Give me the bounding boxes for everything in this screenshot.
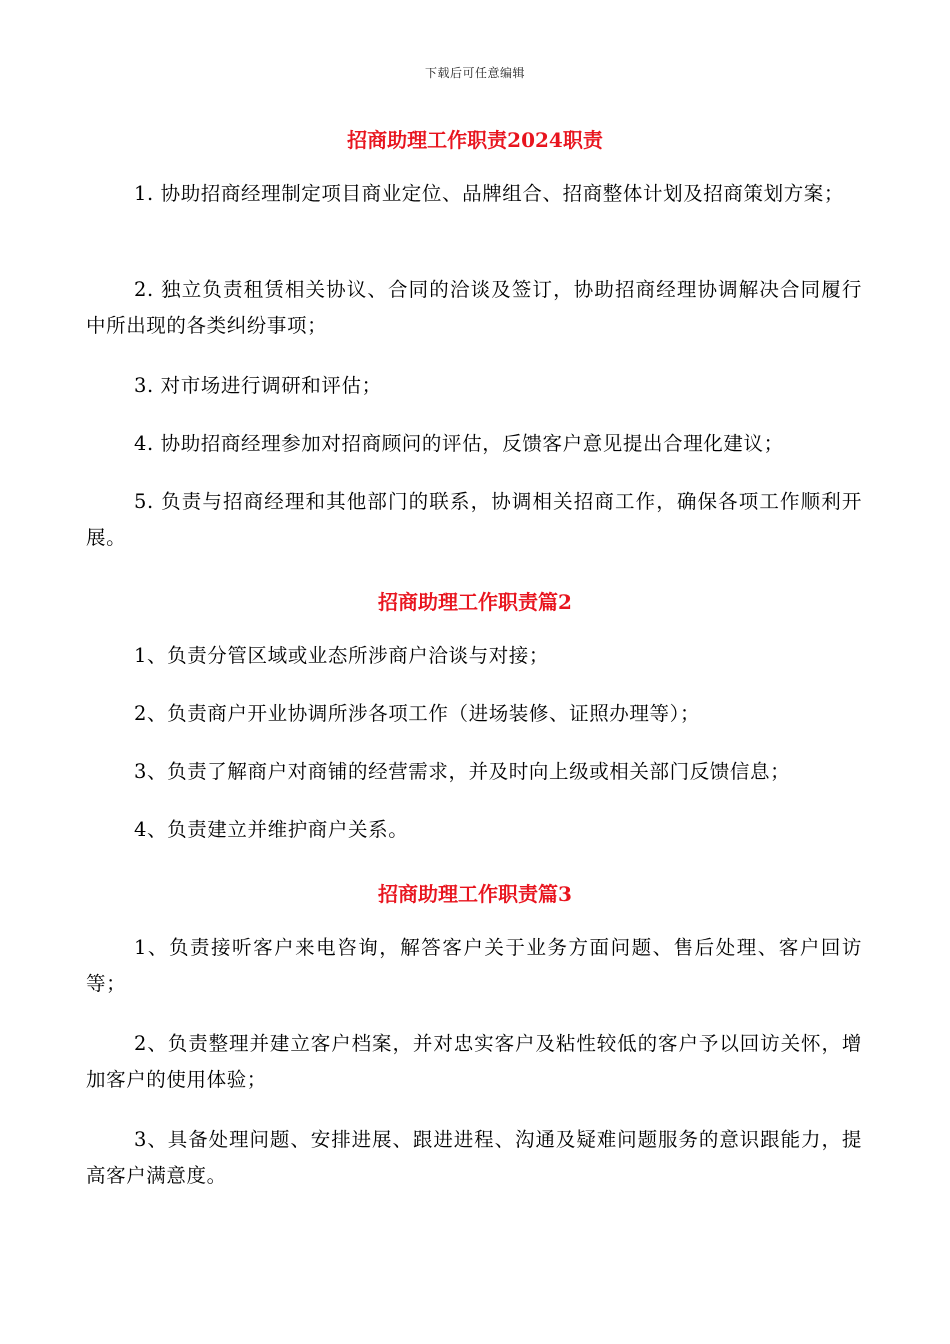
section-1-item-4: 4. 协助招商经理参加对招商顾问的评估，反馈客户意见提出合理化建议； [134,432,784,455]
section-1-item-1: 1. 协助招商经理制定项目商业定位、品牌组合、招商整体计划及招商策划方案； [134,182,845,205]
section-3-title: 招商助理工作职责篇3 [378,882,572,906]
section-3-item-1: 1、负责接听客户来电咨询，解答客户关于业务方面问题、售后处理、客户回访等； [86,936,862,995]
section-2-item-1: 1、负责分管区域或业态所涉商户洽谈与对接； [134,644,550,667]
section-1-item-2: 2. 独立负责租赁相关协议、合同的洽谈及签订，协助招商经理协调解决合同履行中所出现的各类纠纷事项； [86,278,862,337]
section-1-item-5: 5. 负责与招商经理和其他部门的联系，协调相关招商工作，确保各项工作顺利开展。 [86,490,862,549]
header-note: 下载后可任意编辑 [424,66,525,80]
section-3-item-3: 3、具备处理问题、安排进展、跟进进程、沟通及疑难问题服务的意识跟能力，提高客户满意度。 [86,1128,862,1187]
section-2-title: 招商助理工作职责篇2 [378,590,572,614]
section-2-item-2: 2、负责商户开业协调所涉各项工作（进场装修、证照办理等）； [134,702,701,725]
section-2-item-4: 4、负责建立并维护商户关系。 [134,818,409,841]
section-1-title: 招商助理工作职责2024职责 [347,128,603,152]
section-3-item-2: 2、负责整理并建立客户档案，并对忠实客户及粘性较低的客户予以回访关怀，增加客户的使用体验； [86,1032,862,1091]
section-1-item-3: 3. 对市场进行调研和评估； [134,374,382,397]
section-2-item-3: 3、负责了解商户对商铺的经营需求，并及时向上级或相关部门反馈信息； [134,760,791,783]
